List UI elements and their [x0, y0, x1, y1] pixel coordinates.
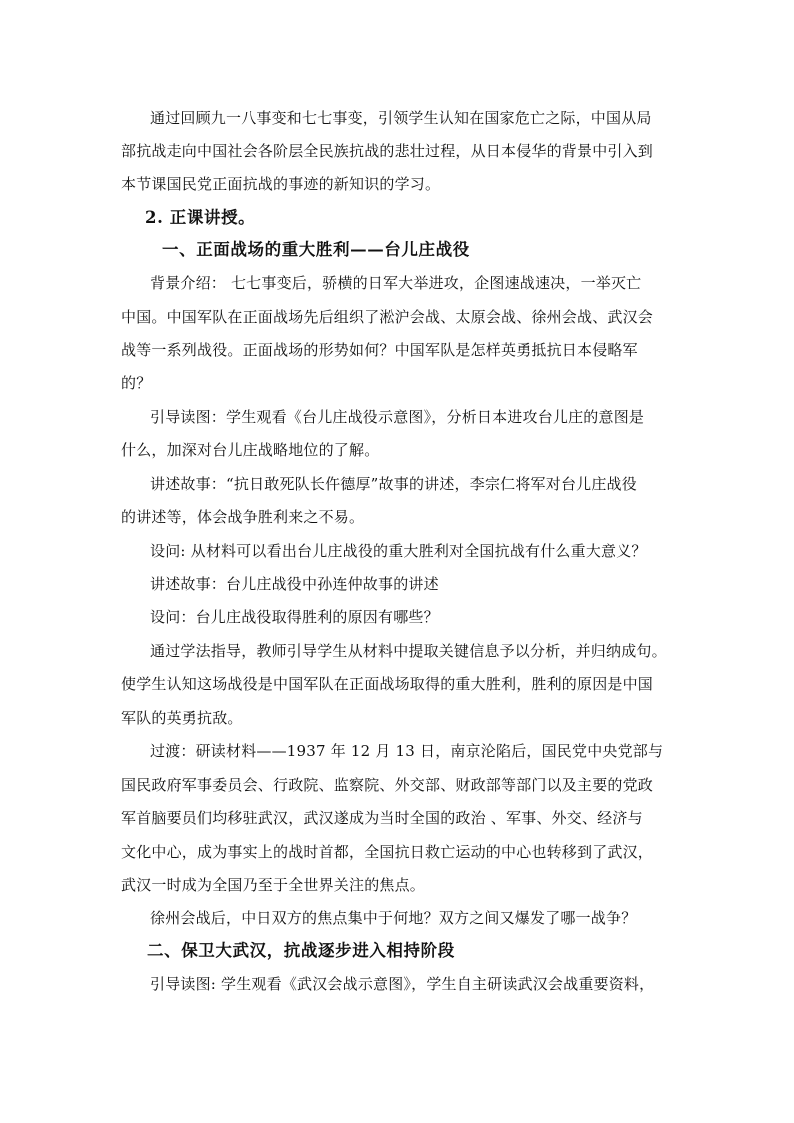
paragraph-line: 部抗战走向中国社会各阶层全民族抗战的悲壮过程，从日本侵华的背景中引入到 [121, 142, 654, 160]
paragraph-line: 中国。中国军队在正面战场先后组织了淞沪会战、太原会战、徐州会战、武汉会 [121, 308, 654, 326]
section-heading: 一、正面战场的重大胜利——台儿庄战役 [162, 240, 470, 259]
paragraph-line: 军首脑要员们均移驻武汉，武汉遂成为当时全国的政治 、军事、外交、经济与 [121, 809, 643, 827]
paragraph-line: 武汉一时成为全国乃至于全世界关注的焦点。 [121, 876, 426, 894]
paragraph-line: 文化中心，成为事实上的战时首都，全国抗日救亡运动的中心也转移到了武汉， [121, 843, 654, 861]
paragraph-line: 设问：台儿庄战役取得胜利的原因有哪些？ [150, 608, 439, 626]
paragraph-line: 的？ [121, 374, 152, 392]
paragraph-line: 背景介绍： 七七事变后，骄横的日军大举进攻，企图速战速决，一举灭亡 [150, 274, 642, 292]
paragraph-line: 设问: 从材料可以看出台儿庄战役的重大胜利对全国抗战有什么重大意义？ [150, 542, 647, 560]
paragraph-line: 通过学法指导，教师引导学生从材料中提取关键信息予以分析，并归纳成句。 [150, 642, 667, 660]
paragraph-line: 战等一系列战役。正面战场的形势如何？中国军队是怎样英勇抵抗日本侵略军 [121, 341, 638, 359]
paragraph-line: 什么，加深对台儿庄战略地位的了解。 [121, 441, 380, 459]
paragraph-line: 的讲述等，体会战争胜利来之不易。 [121, 508, 365, 526]
paragraph-line: 引导读图：学生观看《台儿庄战役示意图》，分析日本进攻台儿庄的意图是 [150, 408, 645, 426]
paragraph-line: 讲述故事：“抗日敢死队长仵德厚”故事的讲述，李宗仁将军对台儿庄战役 [150, 475, 637, 493]
paragraph-line: 国民政府军事委员会、行政院、监察院、外交部、财政部等部门以及主要的党政 [121, 776, 654, 794]
paragraph-line: 徐州会战后，中日双方的焦点集中于何地？双方之间又爆发了哪一战争？ [150, 909, 637, 927]
paragraph-line: 引导读图: 学生观看《武汉会战示意图》，学生自主研读武汉会战重要资料， [150, 975, 655, 993]
paragraph-line: 过渡：研读材料——1937 年 12 月 13 日，南京沦陷后，国民党中央党部与 [150, 742, 664, 760]
paragraph-line: 军队的英勇抗敌。 [121, 709, 243, 727]
paragraph-line: 讲述故事：台儿庄战役中孙连仲故事的讲述 [150, 575, 439, 593]
paragraph-line: 本节课国民党正面抗战的事迹的新知识的学习。 [121, 175, 441, 193]
section-heading: 2. 正课讲授。 [145, 208, 256, 227]
paragraph-line: 通过回顾九一八事变和七七事变，引领学生认知在国家危亡之际，中国从局 [150, 109, 652, 127]
section-heading: 二、保卫大武汉，抗战逐步进入相持阶段 [147, 941, 455, 960]
paragraph-line: 使学生认知这场战役是中国军队在正面战场取得的重大胜利，胜利的原因是中国 [121, 675, 654, 693]
